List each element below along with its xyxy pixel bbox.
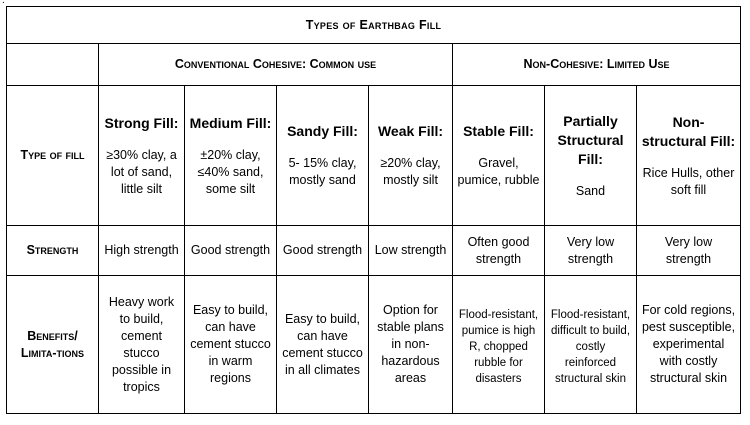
benefits-cell: Heavy work to build, cement stucco possible in tropics xyxy=(99,276,185,414)
benefits-cell: Flood-resistant, pumice is high R, chopped rubble for disasters xyxy=(453,276,545,414)
strength-cell: Good strength xyxy=(185,226,277,276)
column-stable-fill xyxy=(453,86,545,226)
column-description: Sand xyxy=(575,183,606,198)
row-header-benefits: Benefits/ Limita-tions xyxy=(7,276,99,414)
benefits-cell: Easy to build, can have cement stucco in all climates xyxy=(277,276,369,414)
column-description: ±20% clay, ≤40% sand, some silt xyxy=(197,147,264,196)
strength-cell: Very low strength xyxy=(637,226,741,276)
column-medium-fill xyxy=(185,86,277,226)
strength-cell: Very low strength xyxy=(545,226,637,276)
strength-cell: Low strength xyxy=(369,226,453,276)
empty-corner-cell xyxy=(7,44,99,86)
column-description: ≥30% clay, a lot of sand, little silt xyxy=(106,147,177,196)
column-non-structural-fill xyxy=(637,86,741,226)
row-header-strength: Strength xyxy=(7,226,99,276)
group-header-cohesive: Conventional Cohesive: Common use xyxy=(99,44,453,86)
column-partially-structural-fill xyxy=(545,86,637,226)
earthbag-fill-table xyxy=(6,6,741,414)
table-title: Types of Earthbag Fill xyxy=(7,7,741,44)
benefits-cell: Option for stable plans in non-hazardous areas xyxy=(369,276,453,414)
column-strong-fill xyxy=(99,86,185,226)
column-name: Sandy Fill: xyxy=(287,123,358,139)
row-header-type: Type of fill xyxy=(7,86,99,226)
column-description: Rice Hulls, other soft fill xyxy=(642,165,735,197)
column-name: Strong Fill: xyxy=(104,114,179,131)
column-sandy-fill xyxy=(277,86,369,226)
group-header-non-cohesive: Non-Cohesive: Limited Use xyxy=(453,44,741,86)
column-description: 5- 15% clay, mostly sand xyxy=(288,156,357,187)
corner-mark: . xyxy=(2,0,5,6)
column-description: ≥20% clay, mostly silt xyxy=(380,156,441,187)
column-description: Gravel, pumice, rubble xyxy=(457,156,540,187)
benefits-cell: Easy to build, can have cement stucco in warm regions xyxy=(185,276,277,414)
benefits-cell: For cold regions, pest susceptible, experimental with costly structural skin xyxy=(637,276,741,414)
strength-cell: High strength xyxy=(99,226,185,276)
benefits-cell: Flood-resistant, difficult to build, costly reinforced structural skin xyxy=(545,276,637,414)
column-name: Stable Fill: xyxy=(463,123,534,139)
column-name: Partially Structural Fill: xyxy=(557,112,624,167)
strength-cell: Often good strength xyxy=(453,226,545,276)
column-name: Medium Fill: xyxy=(189,114,272,131)
column-name: Weak Fill: xyxy=(377,123,444,139)
column-name: Non-structural Fill: xyxy=(641,113,736,149)
strength-cell: Good strength xyxy=(277,226,369,276)
column-weak-fill xyxy=(369,86,453,226)
